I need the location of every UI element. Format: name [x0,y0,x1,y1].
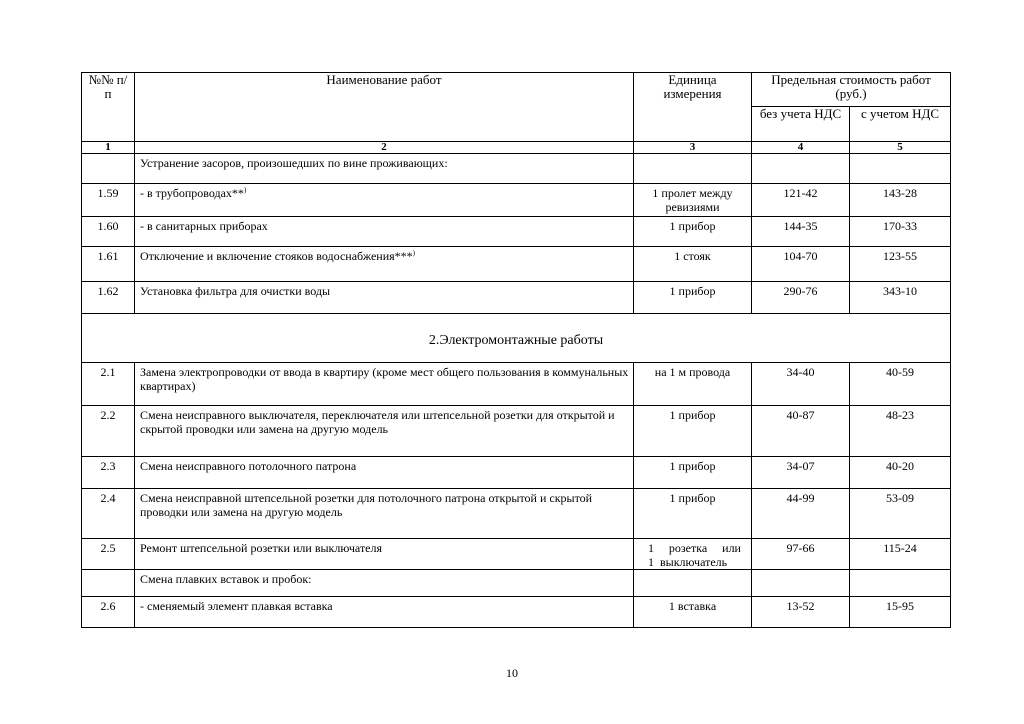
table-row [82,247,951,282]
group-row-fuses [82,570,951,597]
price-no-vat: 104-70 [752,247,850,282]
table-row [82,217,951,247]
header-row-1 [82,73,951,107]
unit: 1 розетка или 1 выключатель [634,539,752,570]
price-with-vat: 15-95 [850,597,951,628]
section-title: 2.Электромонтажные работы [82,314,951,363]
work-name: Смена неисправной штепсельной розетки для потолочного патрона открытой и скрытой проводки или замена на другую модель [135,489,634,539]
price-with-vat: 40-20 [850,457,951,489]
price-no-vat: 144-35 [752,217,850,247]
row-number: 2.3 [82,457,135,489]
page-number: 10 [506,666,518,680]
price-with-vat: 48-23 [850,406,951,457]
work-name: - в санитарных приборах [135,217,634,247]
work-name: Отключение и включение стояков водоснабжения***) [135,247,634,282]
work-name: - сменяемый элемент плавкая вставка [135,597,634,628]
header-with-vat: с учетом НДС [850,107,951,142]
table-row [82,184,951,217]
row-number: 1.60 [82,217,135,247]
price-no-vat: 44-99 [752,489,850,539]
price-with-vat: 123-55 [850,247,951,282]
row-number: 1.59 [82,184,135,217]
price-no-vat: 34-40 [752,363,850,406]
group-title: Устранение засоров, произошедших по вине проживающих: [135,154,634,184]
unit: 1 стояк [634,247,752,282]
price-with-vat: 143-28 [850,184,951,217]
price-no-vat: 34-07 [752,457,850,489]
index-cell: 4 [752,142,850,154]
column-index-row [82,142,951,154]
index-cell: 5 [850,142,951,154]
unit: на 1 м провода [634,363,752,406]
row-number: 2.2 [82,406,135,457]
table-row [82,539,951,570]
row-number: 2.4 [82,489,135,539]
unit: 1 прибор [634,217,752,247]
section-row [82,314,951,363]
work-name: Ремонт штепсельной розетки или выключателя [135,539,634,570]
price-table [81,72,951,628]
work-name: Смена неисправного потолочного патрона [135,457,634,489]
row-number: 1.62 [82,282,135,314]
price-no-vat: 121-42 [752,184,850,217]
unit: 1 прибор [634,282,752,314]
price-with-vat: 40-59 [850,363,951,406]
index-cell: 3 [634,142,752,154]
work-name: Замена электропроводки от ввода в квартиру (кроме мест общего пользования в коммунальных квартирах) [135,363,634,406]
work-name: Смена неисправного выключателя, переключателя или штепсельной розетки для открытой и скрытой проводки или замена на другую модель [135,406,634,457]
price-no-vat: 40-87 [752,406,850,457]
table-row [82,457,951,489]
work-name: - в трубопроводах**) [135,184,634,217]
unit: 1 прибор [634,406,752,457]
work-name: Установка фильтра для очистки воды [135,282,634,314]
row-number: 2.1 [82,363,135,406]
row-number: 2.5 [82,539,135,570]
unit: 1 пролет между ревизиями [634,184,752,217]
price-with-vat: 115-24 [850,539,951,570]
index-cell: 2 [135,142,634,154]
price-with-vat: 343-10 [850,282,951,314]
price-no-vat: 13-52 [752,597,850,628]
group-title: Смена плавких вставок и пробок: [135,570,634,597]
header-no-vat: без учета НДС [752,107,850,142]
header-num: №№ п/п [82,73,135,142]
unit: 1 прибор [634,489,752,539]
price-no-vat: 97-66 [752,539,850,570]
price-no-vat: 290-76 [752,282,850,314]
header-unit: Единица измерения [634,73,752,142]
header-name: Наименование работ [135,73,634,142]
group-row-blockages [82,154,951,184]
header-cost: Предельная стоимость работ (руб.) [752,73,951,107]
row-number: 2.6 [82,597,135,628]
index-cell: 1 [82,142,135,154]
unit: 1 прибор [634,457,752,489]
row-number: 1.61 [82,247,135,282]
table-row [82,489,951,539]
price-with-vat: 53-09 [850,489,951,539]
table-row [82,406,951,457]
unit: 1 вставка [634,597,752,628]
table-row [82,597,951,628]
price-with-vat: 170-33 [850,217,951,247]
table-row [82,282,951,314]
table-row [82,363,951,406]
